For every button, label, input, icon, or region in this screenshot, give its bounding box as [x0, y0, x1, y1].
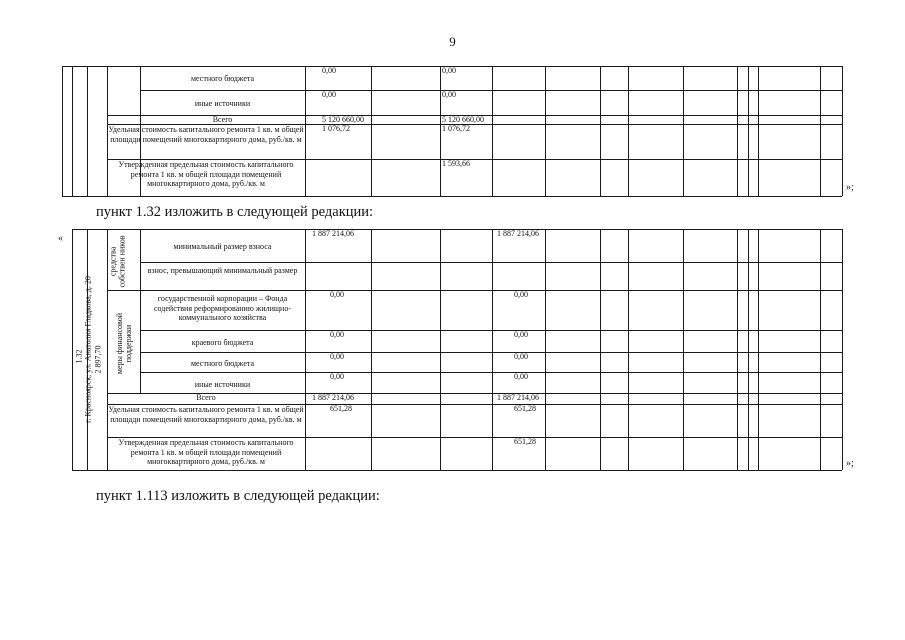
row-label: Всего	[196, 393, 216, 402]
table-rule	[371, 66, 372, 196]
row-value-1: 0,00	[330, 330, 344, 339]
table-rule	[545, 66, 546, 196]
row-value-2: 0,00	[514, 352, 528, 361]
table-rule	[492, 66, 493, 196]
table-rule	[758, 229, 759, 470]
group-support-label: меры финансовой поддержки	[114, 312, 132, 375]
row-label: минимальный размер взноса	[173, 242, 272, 251]
row-label: местного бюджета	[190, 359, 255, 368]
table-rule	[305, 66, 306, 196]
row-value-2: 1 887 214,06	[497, 229, 539, 238]
section-heading-1-32: пункт 1.32 изложить в следующей редакции:	[96, 204, 374, 220]
row-value-1: 1 887 214,06	[312, 229, 354, 238]
table-rule	[72, 229, 842, 230]
row-value-2: 651,28	[514, 404, 536, 413]
section-heading-1-113: пункт 1.113 изложить в следующей редакции:	[96, 488, 380, 504]
row-value-2: 5 120 660,00	[442, 115, 484, 124]
row-value-1: 0,00	[330, 352, 344, 361]
table-rule	[87, 66, 88, 196]
table-rule	[628, 66, 629, 196]
address-cell: г. Красноярск, ул. Анатолия Гладкова, д. 20	[83, 276, 93, 423]
row-label: Удельная стоимость капитального ремонта 1 кв. м общей площади помещений многоквартирного дома, руб./кв. м	[108, 405, 304, 424]
close-quote-mark: »;	[846, 182, 854, 193]
row-value-2: 0,00	[514, 330, 528, 339]
table-rule	[62, 196, 842, 197]
table-rule	[820, 229, 821, 470]
row-label: взнос, превышающий минимальный размер	[147, 266, 298, 275]
table-rule	[545, 229, 546, 470]
table-rule	[842, 66, 843, 196]
row-value-2: 1 887 214,06	[497, 393, 539, 402]
row-label: краевого бюджета	[191, 338, 254, 347]
row-label: Всего	[212, 115, 233, 124]
table-rule	[820, 66, 821, 196]
table-rule	[371, 229, 372, 470]
table-rule	[600, 229, 601, 470]
table-rule	[748, 229, 749, 470]
table-rule	[72, 470, 842, 471]
row-value-1: 0,00	[330, 372, 344, 381]
table-rule	[748, 66, 749, 196]
row-value-1: 1 887 214,06	[312, 393, 354, 402]
open-quote-mark: «	[58, 233, 63, 244]
table-rule	[492, 229, 493, 470]
row-value-2: 1 076,72	[442, 124, 470, 133]
row-label: иные источники	[194, 379, 251, 389]
table-rule	[600, 66, 601, 196]
row-label: Утвержденная предельная стоимость капитального ремонта 1 кв. м общей площади помещений многоквартирного дома, руб./кв. м	[118, 160, 294, 188]
table-rule	[440, 229, 441, 470]
table-rule	[737, 229, 738, 470]
table-rule	[305, 229, 306, 470]
row-value-2: 651,28	[514, 437, 536, 446]
table-rule	[107, 290, 842, 291]
table-rule	[62, 66, 63, 196]
table-rule	[107, 115, 140, 116]
row-label: Утвержденная предельная стоимость капитального ремонта 1 кв. м общей площади помещений многоквартирного дома, руб./кв. м	[118, 438, 294, 466]
area-cell: 2 897,70	[93, 345, 103, 374]
row-value-2: 1 593,66	[442, 159, 470, 168]
row-value-1: 0,00	[322, 90, 336, 99]
row-label: местного бюджета	[190, 74, 255, 83]
row-label: Удельная стоимость капитального ремонта 1 кв. м общей площади помещений многоквартирного дома, руб./кв. м	[108, 125, 304, 144]
table-rule	[628, 229, 629, 470]
row-value-2: 0,00	[442, 90, 456, 99]
row-label: государственной корпорации – Фонда содействия реформированию жилищно-коммунального хозяйства	[153, 294, 291, 322]
page-number: 9	[449, 34, 456, 49]
row-value-1: 0,00	[330, 290, 344, 299]
row-value-2: 0,00	[514, 290, 528, 299]
row-value-2: 0,00	[514, 372, 528, 381]
row-value-1: 651,28	[330, 404, 352, 413]
close-quote-mark: »;	[846, 458, 854, 469]
table-rule	[758, 66, 759, 196]
row-label: иные источники	[194, 98, 251, 108]
row-number: 1.32	[74, 349, 84, 364]
table-rule	[72, 66, 73, 196]
table-rule	[683, 66, 684, 196]
table-rule	[842, 229, 843, 470]
table-rule	[683, 229, 684, 470]
row-value-2: 0,00	[442, 66, 456, 75]
table-rule	[440, 66, 441, 196]
table-rule	[737, 66, 738, 196]
row-value-1: 0,00	[322, 66, 336, 75]
table-rule	[72, 229, 73, 470]
row-value-1: 5 120 660,00	[322, 115, 364, 124]
group-owners-label: средства собствен ников	[108, 235, 126, 288]
row-value-1: 1 076,72	[322, 124, 350, 133]
